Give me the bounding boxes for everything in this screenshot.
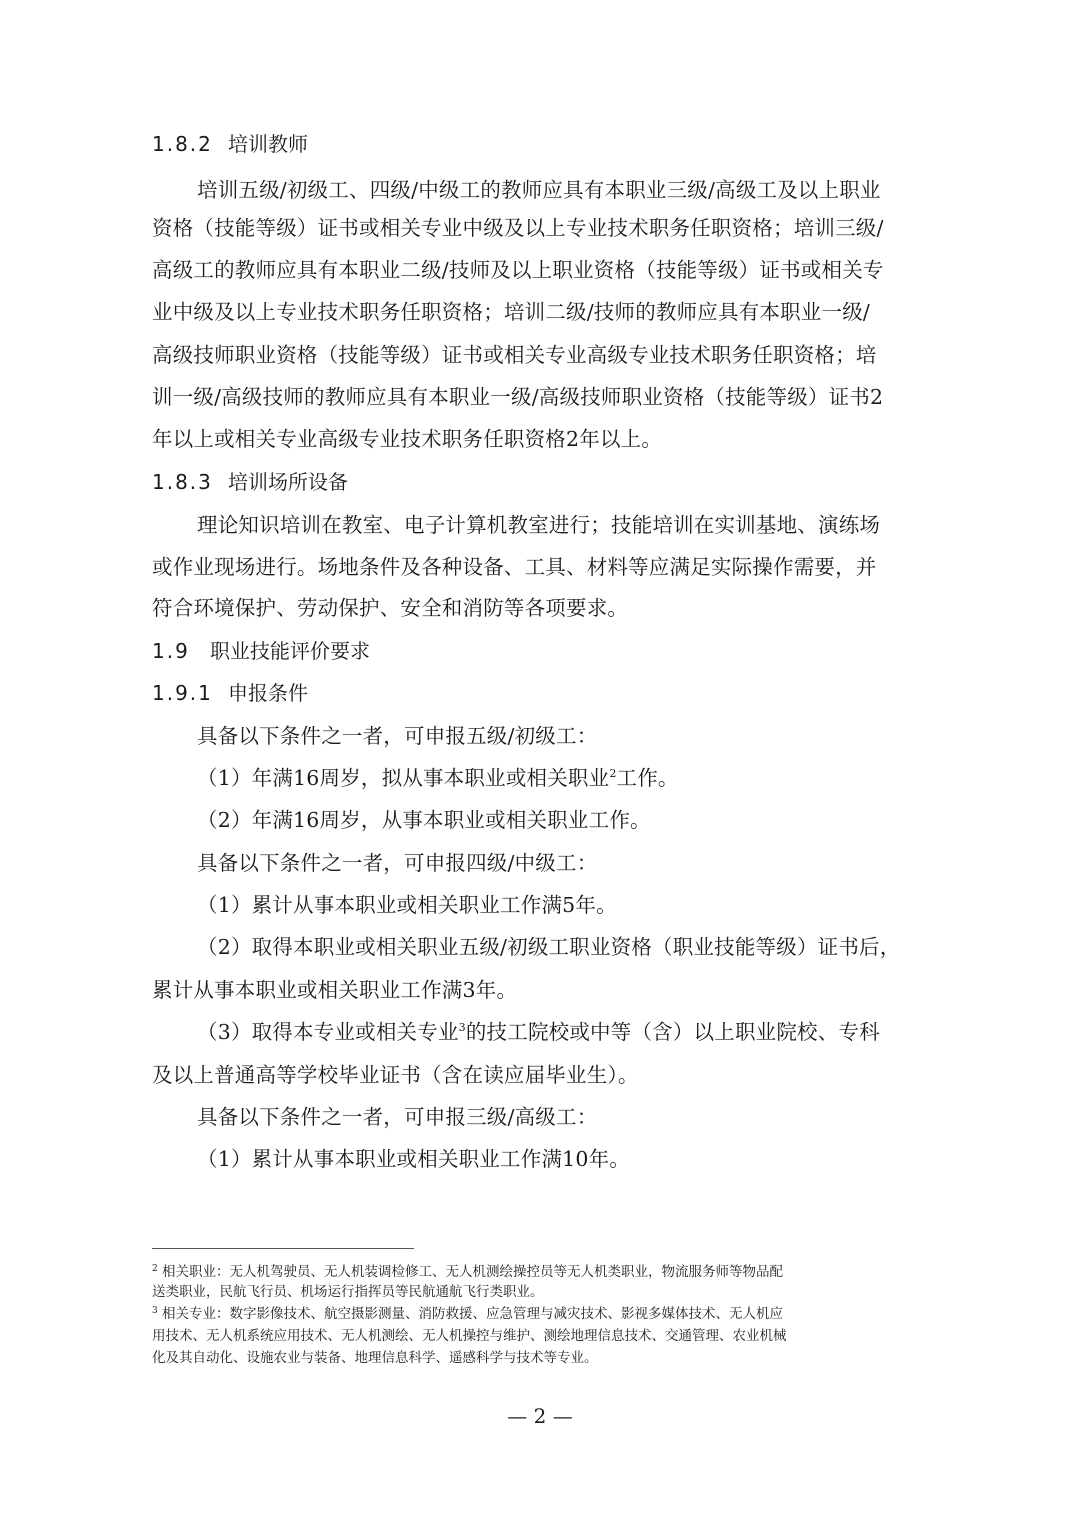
condition-item [197, 1018, 880, 1046]
paragraph-line: 具备以下条件之一者，可申报四级/中级工： [197, 851, 598, 875]
section-heading-1-8-2 [152, 130, 308, 158]
footnote-2 [152, 1262, 783, 1282]
paragraph-line: 资格（技能等级）证书或相关专业中级及以上专业技术职务任职资格；培训三级/ [152, 216, 884, 240]
section-title: 申报条件 [228, 681, 308, 705]
condition-text: （3）取得本专业或相关专业 [197, 1020, 459, 1044]
paragraph-line: 训一级/高级技师的教师应具有本职业一级/高级技师职业资格（技能等级）证书2 [152, 385, 884, 409]
page-number: — 2 — [507, 1404, 573, 1428]
section-heading-1-9-1 [152, 679, 308, 707]
condition-item: （2）取得本职业或相关职业五级/初级工职业资格（职业技能等级）证书后， [197, 935, 901, 959]
section-number: 1.8.2 [152, 132, 213, 156]
footnote-ref: 3 [458, 1021, 466, 1034]
footnote-mark: 2 [152, 1264, 158, 1274]
condition-item [197, 764, 679, 792]
condition-item: （1）累计从事本职业或相关职业工作满10年。 [197, 1147, 631, 1171]
footnote-line: 化及其自动化、设施农业与装备、地理信息科学、遥感科学与技术等专业。 [152, 1350, 598, 1366]
condition-item: （2）年满16周岁，从事本职业或相关职业工作。 [197, 808, 651, 832]
paragraph-line: 高级工的教师应具有本职业二级/技师及以上职业资格（技能等级）证书或相关专 [152, 258, 884, 282]
condition-text: 工作。 [616, 766, 679, 790]
paragraph-line: 理论知识培训在教室、电子计算机教室进行；技能培训在实训基地、演练场 [197, 513, 881, 537]
paragraph-line: 业中级及以上专业技术职务任职资格；培训二级/技师的教师应具有本职业一级/ [152, 300, 871, 324]
footnote-text: 相关专业：数字影像技术、航空摄影测量、消防救援、应急管理与减灾技术、影视多媒体技术、无人机应 [162, 1306, 784, 1322]
footnote-mark: 3 [152, 1306, 158, 1316]
paragraph-line: 高级技师职业资格（技能等级）证书或相关专业高级专业技术职务任职资格；培 [152, 343, 877, 367]
paragraph-line: 累计从事本职业或相关职业工作满3年。 [152, 978, 518, 1002]
section-number: 1.9.1 [152, 681, 213, 705]
section-heading-1-9 [152, 637, 370, 665]
section-title: 培训教师 [228, 132, 308, 156]
condition-text: （1）年满16周岁，拟从事本职业或相关职业 [197, 766, 610, 790]
footnote-line: 送类职业，民航飞行员、机场运行指挥员等民航通航飞行类职业。 [152, 1284, 544, 1300]
paragraph-line: 培训五级/初级工、四级/中级工的教师应具有本职业三级/高级工及以上职业 [197, 178, 881, 202]
footnote-divider [152, 1248, 414, 1249]
paragraph-line: 具备以下条件之一者，可申报五级/初级工： [197, 724, 598, 748]
paragraph-line: 及以上普通高等学校毕业证书（含在读应届毕业生）。 [152, 1063, 639, 1087]
footnote-ref: 2 [609, 767, 617, 780]
section-number: 1.9 [152, 639, 190, 663]
section-title: 培训场所设备 [228, 470, 348, 494]
paragraph-line: 符合环境保护、劳动保护、安全和消防等各项要求。 [152, 596, 629, 620]
footnote-3 [152, 1304, 783, 1324]
paragraph-line: 具备以下条件之一者，可申报三级/高级工： [197, 1105, 598, 1129]
footnote-line: 用技术、无人机系统应用技术、无人机测绘、无人机操控与维护、测绘地理信息技术、交通管理、农业机械 [152, 1328, 787, 1344]
section-heading-1-8-3 [152, 468, 348, 496]
section-title: 职业技能评价要求 [210, 639, 370, 663]
footnote-text: 相关职业：无人机驾驶员、无人机装调检修工、无人机测绘操控员等无人机类职业，物流服务师等物品配 [162, 1264, 784, 1280]
paragraph-line: 年以上或相关专业高级专业技术职务任职资格2年以上。 [152, 427, 663, 451]
condition-item: （1）累计从事本职业或相关职业工作满5年。 [197, 893, 617, 917]
paragraph-line: 或作业现场进行。场地条件及各种设备、工具、材料等应满足实际操作需要，并 [152, 555, 877, 579]
section-number: 1.8.3 [152, 470, 213, 494]
condition-text: 的技工院校或中等（含）以上职业院校、专科 [465, 1020, 880, 1044]
